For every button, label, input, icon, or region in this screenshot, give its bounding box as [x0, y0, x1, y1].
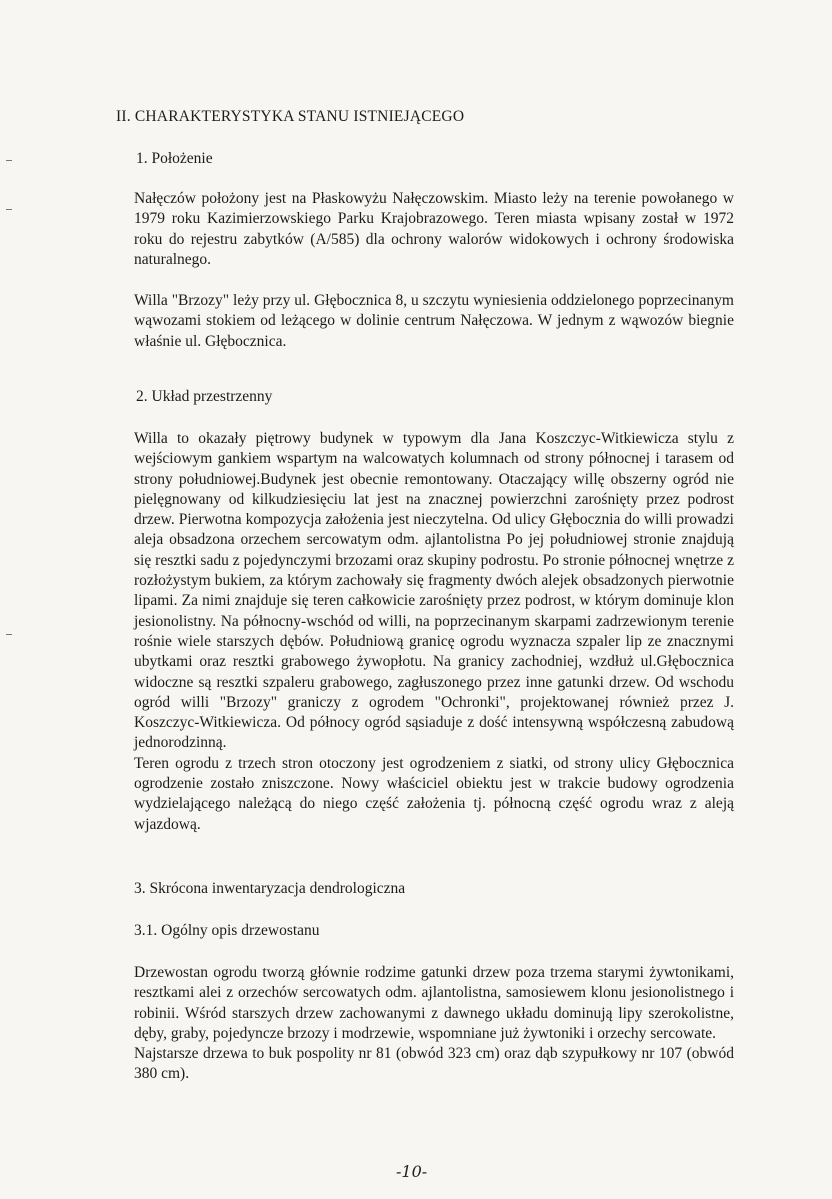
section-3-1-title: 3.1. Ogólny opis drzewostanu	[134, 922, 320, 939]
paragraph-text: Nałęczów położony jest na Płaskowyżu Nałęczowskim. Miasto leży na terenie powołanego w 1979 roku Kazimierzowskiego Parku Krajobrazowego. Teren miasta wpisany został w 1972 roku do rejestru zabytków (A/585) dla ochrony walorów widokowych i ochrony środowiska naturalnego.	[134, 190, 734, 268]
section-3-title: 3. Skrócona inwentaryzacja dendrologiczna	[134, 880, 406, 897]
scan-margin-mark	[6, 634, 12, 635]
page-number: -10-	[396, 1162, 428, 1181]
paragraph-text: Teren ogrodu z trzech stron otoczony jest ogrodzeniem z siatki, od strony ulicy Głębocznica ogrodzenie zostało zniszczone. Nowy właściciel obiektu jest w trakcie budowy ogrodzenia wydzielającego należącą do niego część założenia tj. północną część ogrodu wraz z aleją wjazdową.	[134, 754, 734, 833]
section-2-body	[134, 429, 734, 835]
paragraph-text: Najstarsze drzewa to buk pospolity nr 81 (obwód 323 cm) oraz dąb szypułkowy nr 107 (obwód 380 cm).	[134, 1045, 734, 1083]
section-1-paragraph-1	[134, 189, 734, 270]
section-2-title: 2. Układ przestrzenny	[136, 388, 273, 405]
paragraph-text: Willa to okazały piętrowy budynek w typowym dla Jana Koszczyc-Witkiewicza stylu z wejściowym gankiem wspartym na walcowatych kolumnach od strony północnej i tarasem od strony południowej.Budynek jest obecnie remontowany. Otaczający willę obszerny ogród nie pielęgnowany od kilkudziesięciu lat jest na znacznej powierzchni zarośnięty przez podrost drzew. Pierwotna kompozycja założenia jest nieczytelna. Od ulicy Głębocznia do willi prowadzi aleja obsadzona orzechem sercowatym odm. ajlantolistna Po jej południowej stronie znajdują się resztki sadu z pojedynczymi brzozami oraz skupiny podrostu. Po stronie północnej wnętrze z rozłożystym bukiem, za którym zachowały się fragmenty dwóch alejek obsadzonych pierwotnie lipami. Za nimi znajduje się teren całkowicie zarośnięty przez podrost, w którym dominuje klon jesionolistny. Na północny-wschód od willi, na poprzecinanym skarpami zadrzewionym terenie rośnie wiele starszych dębów. Południową granicę ogrodu wyznacza szpaler lip ze znacznymi ubytkami oraz resztki grabowego żywopłotu. Na granicy zachodniej, wzdłuż ul.Głębocznica widoczne są resztki szpaleru grabowego, zagłuszonego przez inne gatunki drzew. Od wschodu ogród willi "Brzozy" graniczy z ogrodem "Ochronki", projektowanej również przez J. Koszczyc-Witkiewicza. Od północy ogród sąsiaduje z dość intensywną współczesną zabudową jednorodzinną.	[134, 430, 734, 752]
section-1-title: 1. Położenie	[136, 150, 213, 167]
scan-margin-mark	[6, 209, 12, 210]
scan-margin-mark	[6, 160, 12, 161]
section-1-paragraph-2	[134, 291, 734, 352]
paragraph-text: Drzewostan ogrodu tworzą głównie rodzime gatunki drzew poza trzema starymi żywtonikami, resztkami alei z orzechów sercowatych odm. ajlantolistna, samosiewem klonu jesionolistnego i robinii. Wśród starszych drzew zachowanymi z dawnego układu dominują lipy szerokolistne, dęby, graby, pojedyncze brzozy i modrzewie, wspomniane już żywtoniki i orzechy sercowate.	[134, 964, 734, 1042]
page-heading: II. CHARAKTERYSTYKA STANU ISTNIEJĄCEGO	[116, 108, 465, 125]
section-3-1-body	[134, 963, 734, 1085]
paragraph-text: Willa "Brzozy" leży przy ul. Głębocznica 8, u szczytu wyniesienia oddzielonego poprzecinanym wąwozami stokiem od leżącego w dolinie centrum Nałęczowa. W jednym z wąwozów biegnie właśnie ul. Głębocznica.	[134, 292, 734, 350]
